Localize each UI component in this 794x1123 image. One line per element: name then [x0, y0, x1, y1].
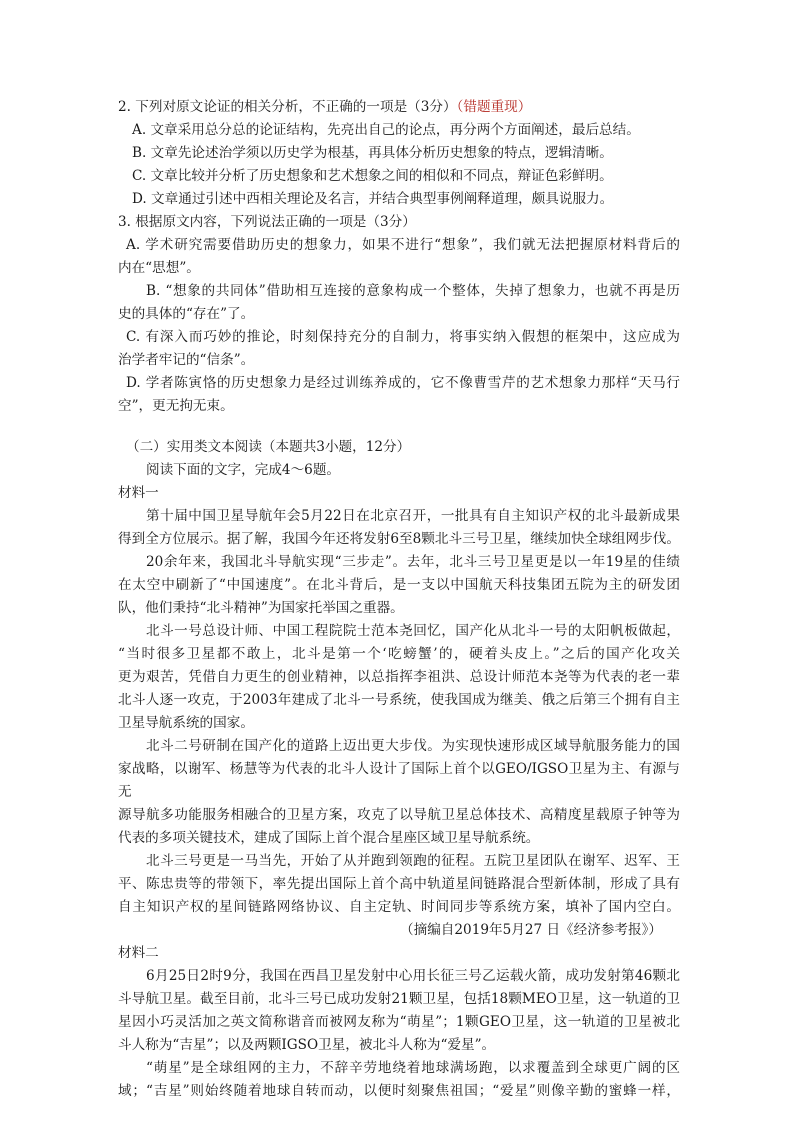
material1-line: 源导航多功能服务相融合的卫星方案，攻克了以导航卫星总体技术、高精度星载原子钟等为 [118, 807, 680, 823]
q2-stem [118, 96, 680, 119]
material1-line: 20余年来，我国北斗导航实现“三步走”。去年，北斗三号卫星更是以一年19星的佳绩 [146, 554, 680, 570]
wrong-question-tag: （错题重现） [456, 99, 532, 115]
q3-option-d-line1: D. 学者陈寅恪的历史想象力是经过训练养成的，它不像曹雪芹的艺术想象力那样“天马行 [126, 375, 680, 391]
q3-option-c-line1: C. 有深入而巧妙的推论，时刻保持充分的自制力，将事实纳入假想的框架中，这应成为 [126, 329, 680, 345]
q3-stem: 3. 根据原文内容，下列说法正确的一项是（3分） [118, 214, 416, 230]
material1-line: “当时很多卫星都不敢上，北斗是第一个‘吃螃蟹’的，硬着头皮上。”之后的国产化攻关 [118, 646, 680, 662]
q2-option-a: A. 文章采用总分总的论证结构，先亮出自己的论点，再分两个方面阐述，最后总结。 [132, 122, 640, 138]
material1-line: 北斗三号更是一马当先，开始了从并跑到领跑的征程。五院卫星团队在谢军、迟军、王 [146, 853, 680, 869]
exam-page [118, 96, 680, 1103]
material1-label: 材料一 [118, 485, 159, 501]
material1-line: 北斗人逐一攻克，于2003年建成了北斗一号系统，使我国成为继美、俄之后第三个拥有自主 [118, 692, 680, 708]
material1-line: 自主知识产权的星间链路网络协议、自主定轨、时间同步等系统方案，填补了国内空白。 [118, 899, 680, 915]
section-gap [118, 418, 680, 436]
q3-option-a-line2: 内在“思想”。 [118, 260, 200, 276]
material2-line: 6月25日2时9分，我国在西昌卫星发射中心用长征三号乙运载火箭，成功发射第46颗北 [146, 968, 680, 984]
section2-instruction: 阅读下面的文字，完成4～6题。 [146, 462, 341, 478]
material1-line: 平、陈忠贵等的带领下，率先提出国际上首个高中轨道星间链路混合型新体制，形成了具有 [118, 876, 680, 892]
q2-option-d: D. 文章通过引述中西相关理论及名言，并结合典型事例阐释道理，颇具说服力。 [132, 191, 614, 207]
material1-source: （摘编自2019年5月27 日《经济参考报》） [400, 922, 662, 938]
q3-option-d-line2: 空”，更无拘无束。 [118, 398, 234, 414]
q3-option-c-line2: 治学者牢记的“信条”。 [118, 352, 255, 368]
q2-option-c: C. 文章比较并分析了历史想象和艺术想象之间的相似和不同点，辩证色彩鲜明。 [132, 168, 613, 184]
material2-line: 域；“吉星”则始终随着地球自转而动，以便时刻聚焦祖国；“爱星”则像辛勤的蜜蜂一样， [118, 1083, 680, 1099]
q2-option-b: B. 文章先论述治学须以历史学为根基，再具体分析历史想象的特点，逻辑清晰。 [132, 145, 613, 161]
material1-line: 北斗一号总设计师、中国工程院院士范本尧回忆，国产化从北斗一号的太阳帆板做起， [146, 623, 680, 639]
material1-line: 更为艰苦，凭借自力更生的创业精神，以总指挥李祖洪、总设计师范本尧等为代表的老一辈 [118, 669, 680, 685]
q3-option-b-line2: 史的具体的“存在”了。 [118, 306, 255, 322]
material1-line: 得到全方位展示。据了解，我国今年还将发射6至8颗北斗三号卫星，继续加快全球组网步伐。 [118, 531, 680, 547]
material2-line: 星因小巧灵活加之英文简称谐音而被网友称为“萌星”；1颗GEO卫星，这一轨道的卫星被北 [118, 1014, 680, 1030]
q3-option-a-line1: A. 学术研究需要借助历史的想象力，如果不进行“想象”，我们就无法把握原材料背后的 [126, 237, 680, 253]
material1-line: 北斗二号研制在国产化的道路上迈出更大步伐。为实现快速形成区域导航服务能力的国 [146, 738, 680, 754]
material1-line: 卫星导航系统的国家。 [118, 715, 254, 731]
material1-line: 代表的多项关键技术，建成了国际上首个混合星座区域卫星导航系统。 [118, 830, 540, 846]
material2-line: “萌星”是全球组网的主力，不辞辛劳地绕着地球满场跑，以求覆盖到全球更广阔的区 [146, 1060, 680, 1076]
material1-line: 家战略，以谢军、杨慧等为代表的北斗人设计了国际上首个以GEO/IGSO卫星为主、有源与无 [118, 761, 680, 800]
material2-label: 材料二 [118, 945, 159, 961]
material1-line: 在太空中刷新了“中国速度”。在北斗背后，是一支以中国航天科技集团五院为主的研发团 [118, 577, 680, 593]
material1-line: 第十届中国卫星导航年会5月22日在北京召开，一批具有自主知识产权的北斗最新成果 [146, 508, 680, 524]
q3-option-b-line1: B. “想象的共同体”借助相互连接的意象构成一个整体，失掉了想象力，也就不再是历 [146, 283, 680, 299]
section2-heading: （二）实用类文本阅读（本题共3小题，12分） [126, 439, 411, 455]
material2-line: 斗导航卫星。截至目前，北斗三号已成功发射21颗卫星，包括18颗MEO卫星，这一轨道的卫 [118, 991, 680, 1007]
material1-line: 队，他们秉持“北斗精神”为国家托举国之重器。 [118, 600, 404, 616]
q2-stem-text: 2. 下列对原文论证的相关分析，不正确的一项是（3分） [118, 99, 457, 115]
material2-line: 斗人称为“吉星”；以及两颗IGSO卫星，被北斗人称为“爱星”。 [118, 1037, 496, 1053]
